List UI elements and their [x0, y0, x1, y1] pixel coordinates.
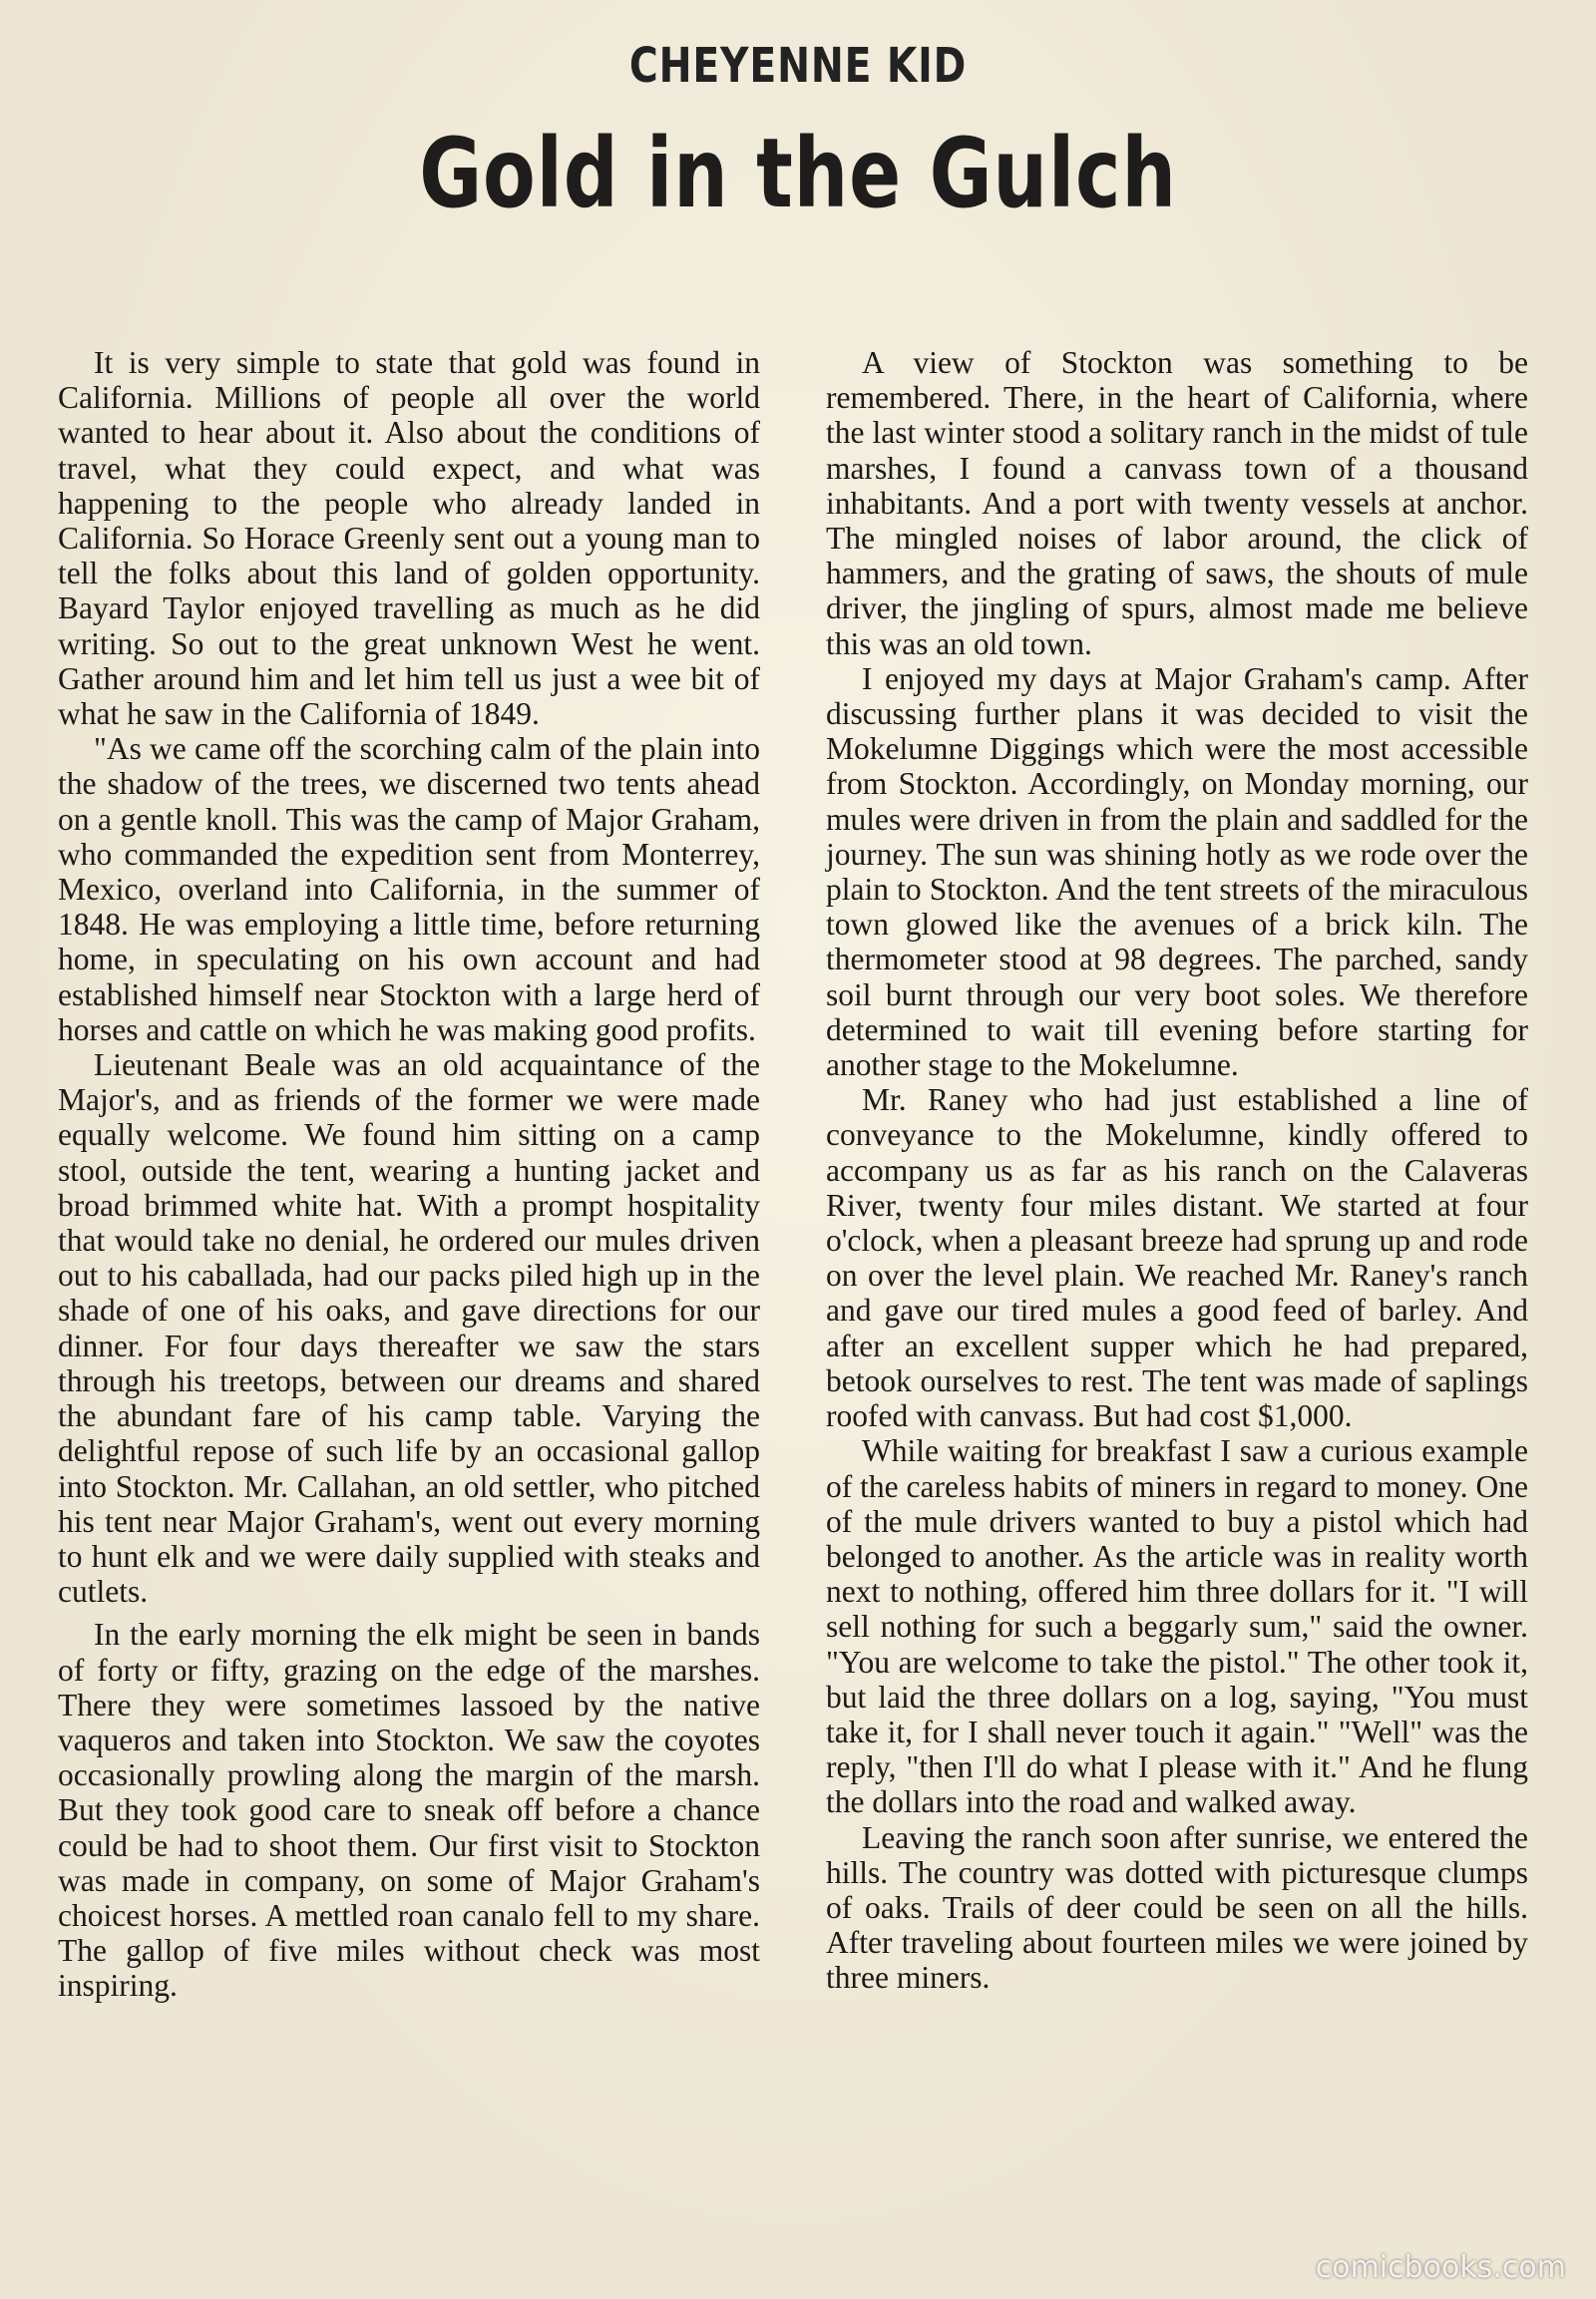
story-title: Gold in the Gulch: [419, 118, 1177, 229]
paragraph: I enjoyed my days at Major Graham's camp. After discussing further plans it was decided to visit the Mokelumne Diggings which were the most accessible from Stockton. Accordingly, on Monday morning, our mules were driven in from the plain and saddled for the journey. The sun was shining hotly as we rode over the plain to Stockton. And the tent streets of the miraculous town glowed like the avenues of a brick kiln. The thermometer stood at 98 degrees. The parched, sandy soil burnt through our very boot soles. We therefore determined to wait till evening before starting for another stage to the Mokelumne.: [826, 660, 1528, 1083]
paragraph: While waiting for breakfast I saw a curious example of the careless habits of miners in regard to money. One of the mule drivers wanted to buy a pistol which had belonged to another. As the article was in reality worth next to nothing, offered him three dollars for it. "I will sell nothing for such a beggarly sum," said the owner. "You are welcome to take the pistol." The other took it, but laid the three dollars on a log, saying, "You must take it, for I shall never touch it again." "Well" was the reply, "then I'll do what I please with it." And he flung the dollars into the road and walked away.: [826, 1433, 1528, 1820]
paragraph: It is very simple to state that gold was found in California. Millions of people all over the world wanted to hear about it. Also about the conditions of travel, what they could expect, and what was happening to the people who already landed in California. So Horace Greenly sent out a young man to tell the folks about this land of golden opportunity. Bayard Taylor enjoyed travelling as much as he did writing. So out to the great unknown West he went. Gather around him and let him tell us just a wee bit of what he saw in the California of 1849.: [58, 345, 760, 732]
paragraph: "As we came off the scorching calm of the plain into the shadow of the trees, we discerned two tents ahead on a gentle knoll. This was the camp of Major Graham, who commanded the expedition sent from Monterrey, Mexico, overland into California, in the summer of 1848. He was employing a little time, before returning home, in speculating on his own account and had established himself near Stockton with a large herd of horses and cattle on which he was making good profits.: [58, 731, 760, 1047]
paragraph: Leaving the ranch soon after sunrise, we entered the hills. The country was dotted with picturesque clumps of oaks. Trails of deer could be seen on all the hills. After traveling about fourteen miles we were joined by three miners.: [826, 1819, 1528, 1996]
series-title: CHEYENNE KID: [628, 38, 968, 94]
paragraph: In the early morning the elk might be seen in bands of forty or fifty, grazing on the edge of the marshes. There they were sometimes lassoed by the native vaqueros and taken into Stockton. We saw the coyotes occasionally prowling along the margin of the marsh. But they took good care to sneak off before a chance could be had to shoot them. Our first visit to Stockton was made in company, on some of Major Graham's choicest horses. A mettled roan canalo fell to my share. The gallop of five miles without check was most inspiring.: [58, 1617, 760, 2004]
site-watermark: comicbooks.com: [1315, 2250, 1566, 2285]
right-text-column: [826, 345, 1528, 1996]
paragraph: A view of Stockton was something to be remembered. There, in the heart of California, where the last winter stood a solitary ranch in the midst of tule marshes, I found a canvass town of a thousand inhabitants. And a port with twenty vessels at anchor. The mingled noises of labor around, the click of hammers, and the grating of saws, the shouts of mule driver, the jingling of spurs, almost made me believe this was an old town.: [826, 345, 1528, 661]
paragraph: Mr. Raney who had just established a line of conveyance to the Mokelumne, kindly offered to accompany us as far as his ranch on the Calaveras River, twenty four miles distant. We started at four o'clock, when a pleasant breeze had sprung up and rode on over the level plain. We reached Mr. Raney's ranch and gave our tired mules a good feed of barley. And after an excellent supper which he had prepared, betook ourselves to rest. The tent was made of saplings roofed with canvass. But had cost $1,000.: [826, 1082, 1528, 1434]
left-text-column: [58, 345, 760, 2004]
paragraph: Lieutenant Beale was an old acquaintance of the Major's, and as friends of the former we were made equally welcome. We found him sitting on a camp stool, outside the tent, wearing a hunting jacket and broad brimmed white hat. With a prompt hospitality that would take no denial, he ordered our mules driven out to his caballada, had our packs piled high up in the shade of one of his oaks, and gave directions for our dinner. For four days thereafter we saw the stars through his treetops, between our dreams and shared the abundant fare of his camp table. Varying the delightful repose of such life by an occasional gallop into Stockton. Mr. Callahan, an old settler, who pitched his tent near Major Graham's, went out every morning to hunt elk and we were daily supplied with steaks and cutlets.: [58, 1047, 760, 1610]
